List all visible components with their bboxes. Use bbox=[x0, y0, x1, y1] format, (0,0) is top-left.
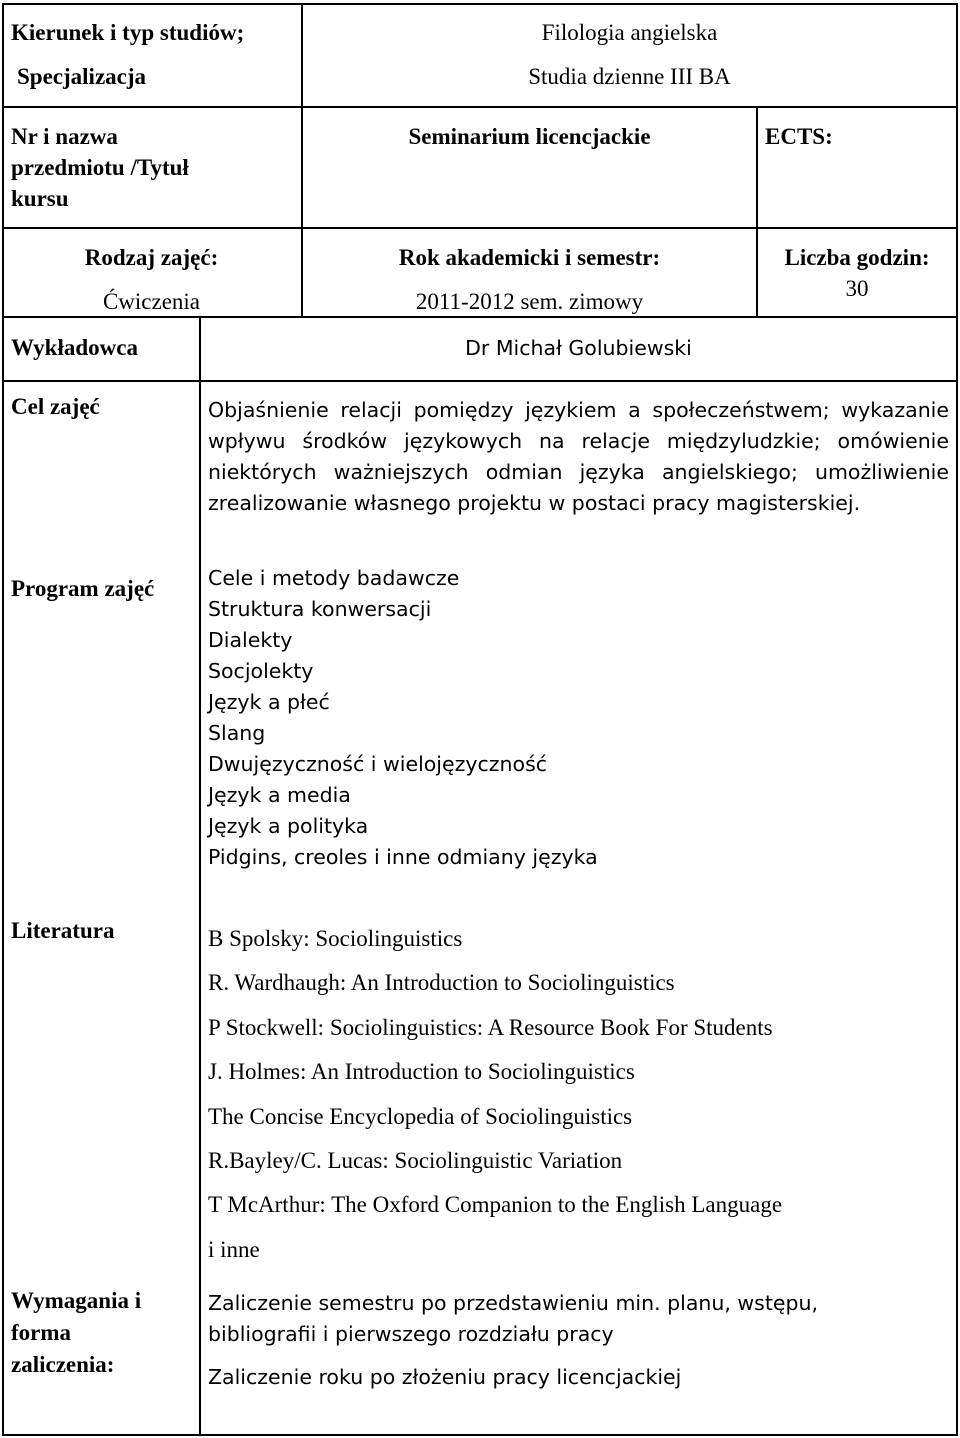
table-border-right bbox=[956, 3, 958, 1436]
list-item: T McArthur: The Oxford Companion to the English Language bbox=[208, 1192, 783, 1218]
row-divider-1 bbox=[2, 106, 958, 108]
row-divider-3 bbox=[2, 316, 958, 318]
list-item: Język a media bbox=[208, 783, 351, 807]
program-label: Program zajęć bbox=[11, 576, 155, 601]
list-item: Dwujęzyczność i wielojęzyczność bbox=[208, 752, 548, 776]
wymagania-label-line-3: zaliczenia: bbox=[11, 1352, 115, 1377]
table-border-top bbox=[2, 3, 958, 5]
lecturer-name: Dr Michał Golubiewski bbox=[465, 336, 692, 360]
list-item: Socjolekty bbox=[208, 659, 314, 683]
kierunek-value-line-1: Filologia angielska bbox=[541, 20, 718, 45]
kierunek-label-line-1: Kierunek i typ studiów; bbox=[11, 20, 245, 45]
rok-label: Rok akademicki i semestr: bbox=[398, 245, 661, 270]
lecturer-label: Wykładowca bbox=[11, 335, 138, 360]
wymagania-text-2: Zaliczenie roku po złożeniu pracy licencjackiej bbox=[208, 1365, 682, 1389]
cel-text: Objaśnienie relacji pomiędzy językiem a społeczeństwem; wykazanie wpływu środków językowych na relacje międzyludzkie; omówienie niektórych ważniejszych odmian języka angielskiego; umożliwienie zrealizowanie własnego projektu w postaci pracy magisterskiej. bbox=[208, 398, 949, 515]
list-item: Język a płeć bbox=[208, 690, 330, 714]
literatura-list bbox=[208, 917, 782, 1272]
col-divider-lower bbox=[199, 316, 201, 1436]
program-list bbox=[208, 563, 598, 873]
liczba-godzin-label: Liczba godzin: bbox=[784, 245, 930, 270]
kierunek-value-line-2: Studia dzienne III BA bbox=[528, 64, 731, 89]
list-item: R. Wardhaugh: An Introduction to Sociolinguistics bbox=[208, 970, 675, 996]
table-border-left bbox=[2, 3, 4, 1436]
list-item: i inne bbox=[208, 1236, 260, 1262]
rok-value: 2011-2012 sem. zimowy bbox=[415, 289, 644, 314]
course-label-line-3: kursu bbox=[11, 186, 69, 211]
list-item: The Concise Encyclopedia of Sociolinguistics bbox=[208, 1103, 633, 1129]
wymagania-label-line-1: Wymagania i bbox=[11, 1288, 142, 1313]
wymagania-label-line-2: forma bbox=[11, 1320, 72, 1345]
course-label-line-2: przedmiotu /Tytuł bbox=[11, 155, 189, 180]
rodzaj-label: Rodzaj zajęć: bbox=[84, 245, 219, 270]
row-divider-2 bbox=[2, 227, 958, 229]
wymagania-text-1: Zaliczenie semestru po przedstawieniu min. planu, wstępu, bibliografii i pierwszego rozdziału pracy bbox=[208, 1291, 819, 1346]
list-item: R.Bayley/C. Lucas: Sociolinguistic Variation bbox=[208, 1148, 623, 1174]
list-item: P Stockwell: Sociolinguistics: A Resource Book For Students bbox=[208, 1014, 773, 1040]
list-item: J. Holmes: An Introduction to Sociolinguistics bbox=[208, 1059, 635, 1085]
list-item: Język a polityka bbox=[208, 814, 369, 838]
list-item: Slang bbox=[208, 721, 266, 745]
list-item: Dialekty bbox=[208, 628, 293, 652]
row-divider-4 bbox=[2, 380, 958, 382]
course-label-line-1: Nr i nazwa bbox=[11, 124, 118, 149]
list-item: Struktura konwersacji bbox=[208, 597, 432, 621]
list-item: Cele i metody badawcze bbox=[208, 566, 460, 590]
table-border-bottom bbox=[2, 1434, 958, 1436]
course-title: Seminarium licencjackie bbox=[408, 124, 651, 149]
list-item: B Spolsky: Sociolinguistics bbox=[208, 926, 463, 951]
cel-label: Cel zajęć bbox=[11, 394, 100, 419]
list-item: Pidgins, creoles i inne odmiany języka bbox=[208, 845, 598, 869]
ects-label: ECTS: bbox=[765, 124, 833, 149]
literatura-label: Literatura bbox=[11, 918, 115, 943]
kierunek-label-line-2: Specjalizacja bbox=[17, 64, 147, 89]
rodzaj-value: Ćwiczenia bbox=[102, 289, 201, 314]
liczba-godzin-value: 30 bbox=[845, 276, 869, 301]
